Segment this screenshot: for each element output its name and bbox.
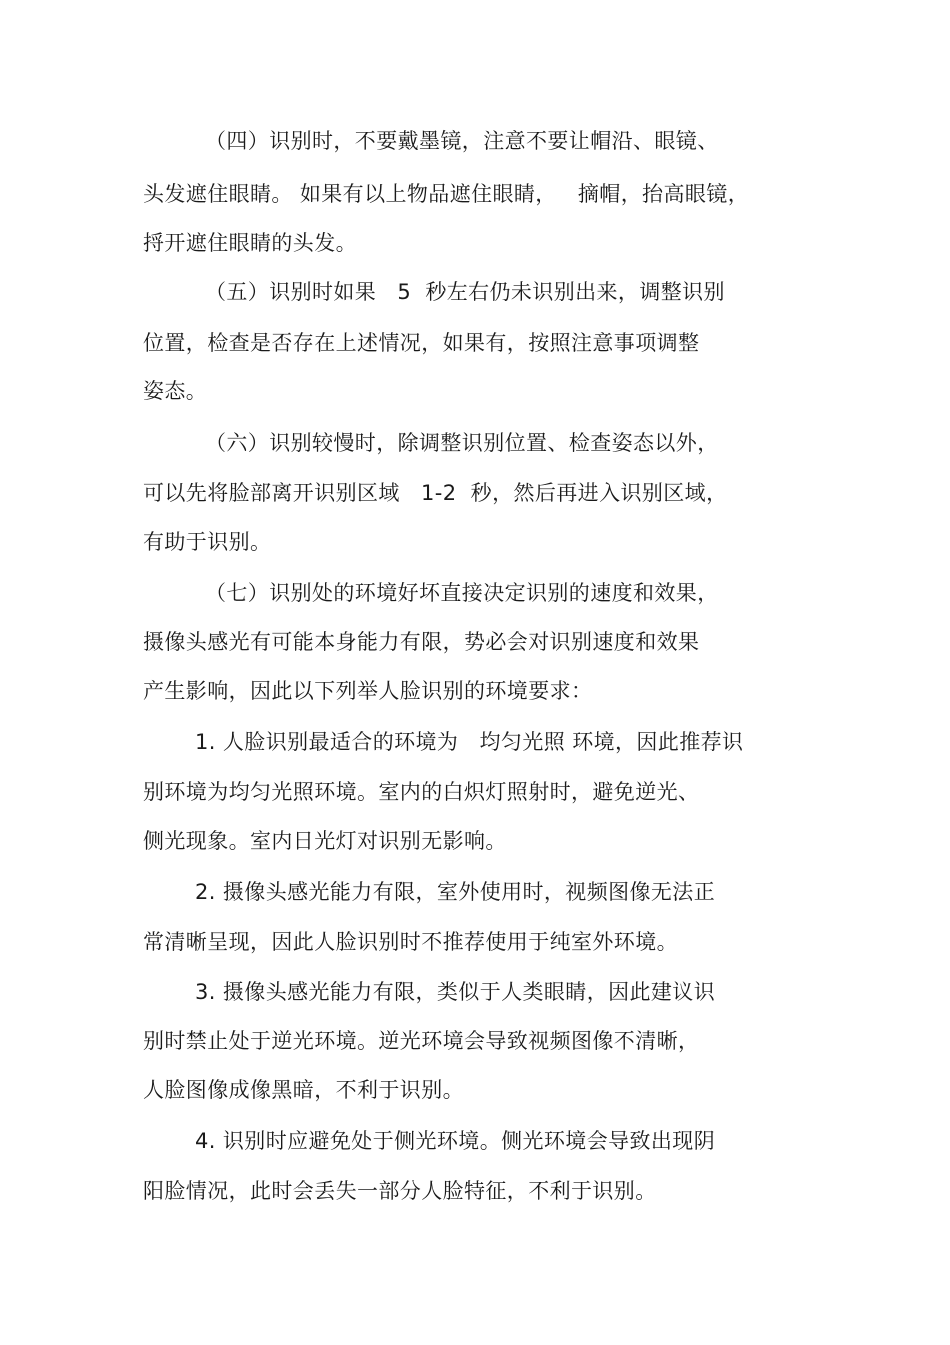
item-3-line-1: 3. 摄像头感光能力有限，类似于人类眼睛，因此建议识	[195, 980, 716, 1004]
item-1-line-3: 侧光现象。室内日光灯对识别无影响。	[143, 829, 507, 853]
paragraph-6-line-3: 有助于识别。	[143, 530, 272, 554]
item-2-line-2: 常清晰呈现，因此人脸识别时不推荐使用于纯室外环境。	[143, 930, 678, 954]
item-1-line-2: 别环境为均匀光照环境。室内的白炽灯照射时，避免逆光、	[143, 780, 700, 804]
paragraph-7-line-2: 摄像头感光有可能本身能力有限，势必会对识别速度和效果	[143, 630, 700, 654]
paragraph-7-line-1: （七）识别处的环境好坏直接决定识别的速度和效果，	[205, 581, 719, 605]
paragraph-4-line-1: （四）识别时，不要戴墨镜，注意不要让帽沿、眼镜、	[205, 129, 719, 153]
paragraph-5-line-1: （五）识别时如果 5 秒左右仍未识别出来，调整识别	[205, 280, 725, 304]
paragraph-5-line-2: 位置，检查是否存在上述情况，如果有，按照注意事项调整	[143, 331, 700, 355]
item-1-line-1: 1. 人脸识别最适合的环境为 均匀光照 环境，因此推荐识	[195, 730, 744, 754]
item-2-line-1: 2. 摄像头感光能力有限，室外使用时，视频图像无法正	[195, 880, 716, 904]
item-4-line-1: 4. 识别时应避免处于侧光环境。侧光环境会导致出现阴	[195, 1129, 716, 1153]
paragraph-6-line-2: 可以先将脸部离开识别区域 1-2 秒，然后再进入识别区域，	[143, 481, 728, 505]
paragraph-4-line-2: 头发遮住眼睛。 如果有以上物品遮住眼睛， 摘帽，抬高眼镜，	[143, 182, 750, 206]
item-3-line-2: 别时禁止处于逆光环境。逆光环境会导致视频图像不清晰，	[143, 1029, 700, 1053]
item-3-line-3: 人脸图像成像黑暗，不利于识别。	[143, 1078, 464, 1102]
paragraph-4-line-3: 捋开遮住眼睛的头发。	[143, 231, 357, 255]
paragraph-7-line-3: 产生影响，因此以下列举人脸识别的环境要求：	[143, 679, 593, 703]
item-4-line-2: 阳脸情况，此时会丢失一部分人脸特征，不利于识别。	[143, 1179, 657, 1203]
paragraph-5-line-3: 姿态。	[143, 379, 208, 403]
paragraph-6-line-1: （六）识别较慢时，除调整识别位置、检查姿态以外，	[205, 431, 719, 455]
